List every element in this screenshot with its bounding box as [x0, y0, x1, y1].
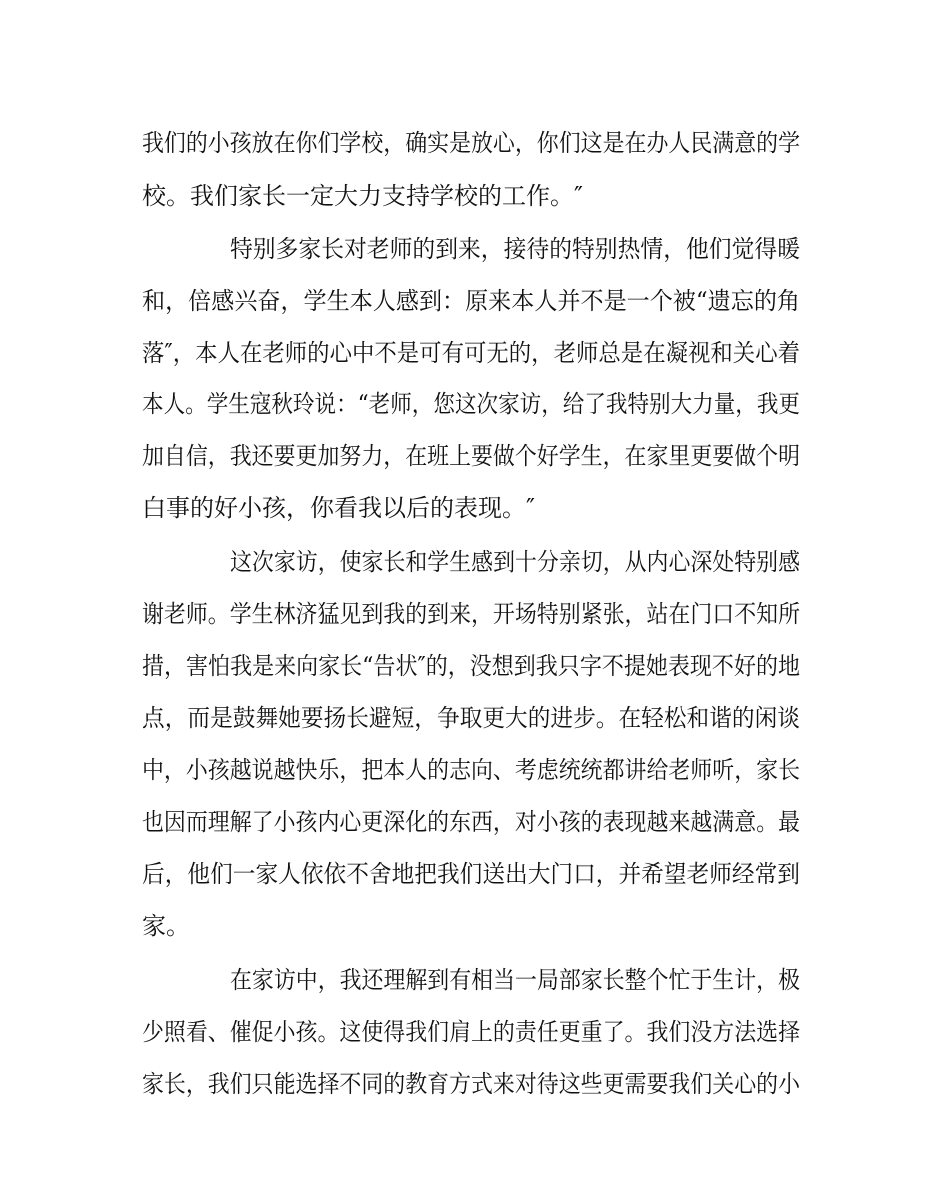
- line-text: 校。我们家长一定大力支持学校的工作。″: [142, 182, 583, 210]
- text-line: [0, 802, 950, 842]
- line-text: 少照看、催促小孩。这使得我们肩上的责任更重了。我们没方法选择: [142, 1018, 800, 1046]
- text-line: [0, 1012, 950, 1052]
- line-text: 白事的好小孩，你看我以后的表现。″: [142, 494, 535, 522]
- paragraph-first-line: [0, 960, 950, 1000]
- line-text: 中，小孩越说越快乐，把本人的志向、考虑统统都讲给老师听，家长: [142, 756, 800, 784]
- line-text: 措，害怕我是来向家长“告状″的，没想到我只字不提她表现不好的地: [142, 652, 800, 680]
- line-text: 家长，我们只能选择不同的教育方式来对待这些更需要我们关心的小: [142, 1070, 800, 1098]
- text-line: [0, 176, 950, 216]
- line-text: 我们的小孩放在你们学校，确实是放心，你们这是在办人民满意的学: [142, 129, 800, 157]
- text-line: [0, 384, 950, 424]
- line-text: 家。: [142, 912, 190, 940]
- text-line: [0, 698, 950, 738]
- line-text: 和，倍感兴奋，学生本人感到：原来本人并不是一个被“遗忘的角: [142, 287, 800, 315]
- text-line: [0, 1064, 950, 1104]
- line-text: 落″，本人在老师的心中不是可有可无的，老师总是在凝视和关心着: [142, 339, 800, 367]
- line-text: 本人。学生寇秋玲说：“老师，您这次家访，给了我特别大力量，我更: [142, 390, 800, 418]
- line-text: 也因而理解了小孩内心更深化的东西，对小孩的表现越来越满意。最: [142, 808, 800, 836]
- text-line: [0, 750, 950, 790]
- paragraph-first-line: [0, 542, 950, 582]
- line-text: 谢老师。学生林济猛见到我的到来，开场特别紧张，站在门口不知所: [142, 600, 800, 628]
- text-line: [0, 594, 950, 634]
- line-text: 这次家访，使家长和学生感到十分亲切，从内心深处特别感: [230, 548, 800, 576]
- line-text: 点，而是鼓舞她要扬长避短，争取更大的进步。在轻松和谐的闲谈: [142, 704, 800, 732]
- text-line: [0, 281, 950, 321]
- line-text: 特别多家长对老师的到来，接待的特别热情，他们觉得暖: [230, 235, 800, 263]
- text-line: [0, 123, 950, 163]
- line-text: 加自信，我还要更加努力，在班上要做个好学生，在家里更要做个明: [142, 442, 800, 470]
- paragraph-first-line: [0, 229, 950, 269]
- text-line: [0, 333, 950, 373]
- text-line: [0, 488, 950, 528]
- text-line: [0, 854, 950, 894]
- line-text: 后，他们一家人依依不舍地把我们送出大门口，并希望老师经常到: [142, 860, 800, 888]
- text-line: [0, 646, 950, 686]
- text-line: [0, 906, 950, 946]
- text-line: [0, 436, 950, 476]
- line-text: 在家访中，我还理解到有相当一局部家长整个忙于生计，极: [230, 966, 800, 994]
